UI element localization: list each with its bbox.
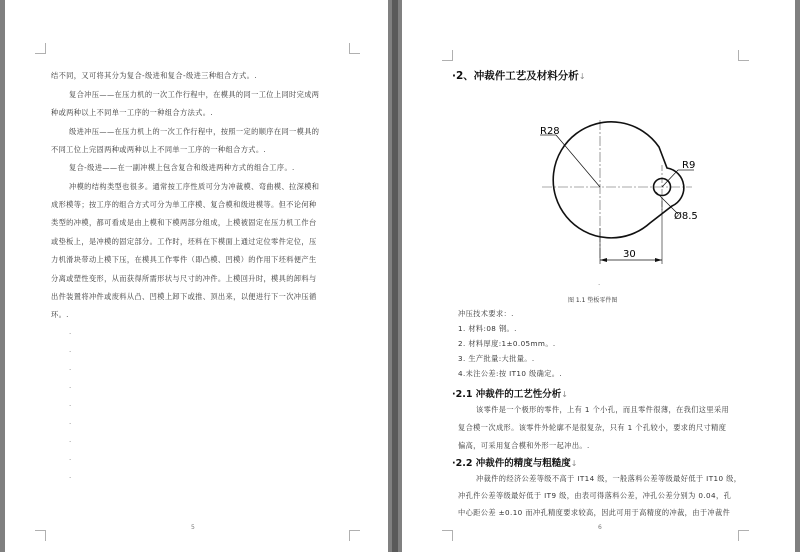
- page-number: 5: [191, 524, 195, 531]
- paragraph-mark: .: [69, 472, 72, 480]
- margin-corner-top-left: [442, 50, 453, 61]
- req-line: 4.未注公差:按 IT10 级确定。.: [458, 369, 563, 378]
- text-line: 级进冲压——在压力机上的一次工作行程中，按照一定的顺序在同一模具的: [69, 127, 320, 136]
- text-line: 力机滑块带动上模下压，在模具工作零件（即凸模、凹模）的作用下坯料便产生: [51, 255, 317, 264]
- text-line: 冲模的结构类型也很多。通常按工序性质可分为冲裁模、弯曲模、拉深模和: [69, 182, 320, 191]
- dim-label-30: 30: [623, 249, 636, 260]
- text-line: 该零件是一个极形的零件，上有 1 个小孔，而且零件很薄，在我们这里采用: [476, 405, 730, 414]
- document-page-6[interactable]: [402, 0, 795, 552]
- section-heading-2-text: 2、冲裁件工艺及材料分析: [456, 70, 579, 82]
- req-line: 1. 材料:08 钢。.: [458, 324, 517, 333]
- req-line: 2. 材料厚度:1±0.05mm。.: [458, 339, 556, 348]
- text-line: 中心距公差 ±0.10 而冲孔精度要求较高，因此可用于高精度的冲裁，由于冲裁件: [458, 508, 731, 517]
- margin-corner-top-right: [349, 43, 360, 54]
- req-line: 3. 生产批量:大批量。.: [458, 354, 535, 363]
- margin-corner-bottom-right: [349, 530, 360, 541]
- section-heading-2-2: ·2.2 冲裁件的精度与粗糙度↓: [452, 458, 578, 469]
- arrowhead-left: [600, 258, 607, 262]
- paragraph-mark: .: [69, 400, 72, 408]
- margin-corner-top-left: [35, 43, 46, 54]
- section-heading-2-1-text: 2.1 冲裁件的工艺性分析: [455, 389, 562, 400]
- paragraph-mark: .: [69, 436, 72, 444]
- text-line: 复合冲压——在压力机的一次工作行程中，在模具的同一工位上同时完成两: [69, 90, 320, 99]
- page-divider: [392, 0, 398, 552]
- margin-corner-bottom-right: [738, 530, 749, 541]
- paragraph-mark: .: [69, 328, 72, 336]
- text-line: 复合模一次成形。该零件外轮廓不是很复杂，只有 1 个孔较小，要求的尺寸精度: [458, 423, 727, 432]
- part-drawing: [522, 110, 752, 270]
- part-outline: [553, 122, 684, 238]
- section-heading-2-1: ·2.1 冲裁件的工艺性分析↓: [452, 389, 568, 400]
- paragraph-mark: .: [69, 346, 72, 354]
- paragraph-mark: .: [69, 364, 72, 372]
- text-line: 复合-级进——在一副冲模上包含复合和级进两种方式的组合工序。.: [69, 163, 295, 172]
- section-heading-2-2-text: 2.2 冲裁件的精度与粗糙度: [455, 458, 571, 469]
- paragraph-mark: .: [69, 382, 72, 390]
- text-line: 结不同，又可将其分为复合-级进和复合-级进三种组合方式。.: [51, 71, 257, 80]
- paragraph-mark: .: [69, 418, 72, 426]
- text-line: 类型的冲模，都可看成是由上模和下模两部分组成，上模被固定在压力机工作台: [51, 218, 317, 227]
- text-line: 分离或塑性变形，从而获得所需形状与尺寸的冲件。上模回升时，模具的卸料与: [51, 274, 317, 283]
- document-page-5[interactable]: [5, 0, 388, 552]
- paragraph-mark: .: [69, 454, 72, 462]
- dim-label-dia: Ø8.5: [674, 211, 698, 222]
- text-line: 成形模等；按工序的组合方式可分为单工序模、复合模和级进模等。但不论何种: [51, 200, 317, 209]
- margin-corner-bottom-left: [35, 530, 46, 541]
- text-line: 不同工位上完固两种或两种以上不同单一工序的一种组合方式。.: [51, 145, 267, 154]
- text-line: 冲裁件的经济公差等级不高于 IT14 级，一般落料公差等级最好低于 IT10 级，: [476, 474, 742, 483]
- dim-label-r28: R28: [540, 126, 560, 137]
- dim-label-r9: R9: [682, 160, 696, 171]
- page-number: 6: [598, 524, 602, 531]
- arrowhead-right: [655, 258, 662, 262]
- text-line: 种或两种以上不同单一工序的一种组合方法式。.: [51, 108, 214, 117]
- section-heading-2: ·2、冲裁件工艺及材料分析↓: [452, 70, 586, 82]
- margin-corner-top-right: [738, 50, 749, 61]
- figure-caption: 图 1.1 垫板零件图: [568, 297, 618, 304]
- margin-corner-bottom-left: [442, 530, 453, 541]
- text-line: 或垫板上，是冲模的固定部分。工作时，坯料在下模面上通过定位零件定位，压: [51, 237, 317, 246]
- text-line: 冲孔件公差等级最好低于 IT9 级，由表可得落料公差，冲孔公差分别为 0.04，孔: [458, 491, 732, 500]
- text-line: 出件装置将冲件或废料从凸、凹模上卸下或推、顶出来，以便进行下一次冲压循: [51, 292, 317, 301]
- req-line: 冲压技术要求：.: [458, 309, 514, 318]
- text-line: 环。.: [51, 310, 69, 319]
- leader-r28: [556, 135, 600, 187]
- text-line: 偏高，可采用复合模和外形一起冲出。.: [458, 441, 590, 450]
- paragraph-mark: .: [598, 279, 601, 287]
